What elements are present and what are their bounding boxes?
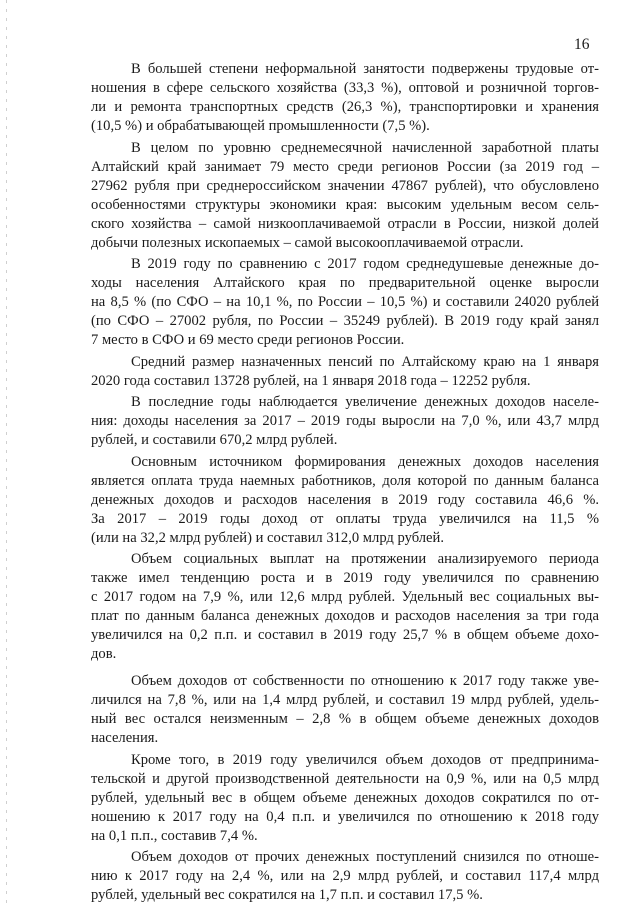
- text-line: на 0,1 п.п., составив 7,4 %.: [91, 827, 258, 844]
- text-line: ношению к 2017 году на 0,4 п.п. и увеличился по отношению к 2018 году: [91, 808, 599, 825]
- text-line: Алтайский край занимает 79 место среди регионов России (за 2019 год –: [91, 158, 599, 175]
- text-line: ходы населения Алтайского края по предварительной оценке выросли: [91, 275, 599, 291]
- text-line: (или на 32,2 млрд рублей) и составил 312,0 млрд рублей.: [91, 529, 444, 546]
- text-line: рублей, и составили 670,2 млрд рублей.: [91, 432, 338, 448]
- text-line: дов.: [91, 646, 117, 662]
- text-line: рублей, удельный вес в общем объеме денежных доходов сократился по от-: [91, 789, 599, 806]
- text-line: денежных доходов и расходов населения в 2019 году составила 46,6 %.: [91, 491, 599, 508]
- text-line: За 2017 – 2019 годы доход от оплаты труда увеличился на 11,5 %: [91, 510, 599, 527]
- text-line: с 2017 годом на 7,9 %, или 12,6 млрд рублей. Удельный вес социальных вы-: [91, 589, 599, 605]
- text-line: увеличился на 0,2 п.п. и составил в 2019 году 25,7 % в общем объеме дохо-: [91, 627, 599, 643]
- paragraph: [91, 751, 599, 846]
- text-line: добычи полезных ископаемых – самой высокооплачиваемой отрасли.: [91, 234, 524, 251]
- text-line: В большей степени неформальной занятости подвержены трудовые от-: [131, 61, 599, 77]
- text-line: ния: доходы населения за 2017 – 2019 годы выросли на 7,0 %, или 43,7 млрд: [91, 413, 599, 429]
- text-line: ского хозяйства – самой низкооплачиваемой отрасли в России, низкой долей: [91, 215, 599, 232]
- text-line: Объем доходов от прочих денежных поступлений снизился по отноше-: [131, 849, 599, 865]
- paragraph: [91, 550, 599, 664]
- paragraph: [91, 393, 599, 450]
- text-line: Средний размер назначенных пенсий по Алтайскому краю на 1 января: [131, 353, 599, 370]
- scan-edge-artifact: [6, 0, 7, 905]
- paragraph: [91, 60, 599, 136]
- paragraph: [91, 353, 599, 391]
- text-line: ный вес остался неизменным – 2,8 % в общем объеме денежных доходов: [91, 711, 599, 727]
- text-line: плат по данным баланса денежных доходов и расходов населения за три года: [91, 608, 599, 624]
- text-line: является оплата труда наемных работников, доля которой по данным баланса: [91, 472, 599, 489]
- paragraph: [91, 453, 599, 548]
- text-line: В 2019 году по сравнению с 2017 годом среднедушевые денежные до-: [131, 256, 599, 272]
- paragraph: [91, 255, 599, 350]
- paragraph: [91, 672, 599, 748]
- document-body: [91, 60, 599, 908]
- text-line: нию к 2017 году на 2,4 %, или на 2,9 млрд рублей, и составил 117,4 млрд: [91, 868, 599, 884]
- text-line: 2020 года составил 13728 рублей, на 1 января 2018 года – 12252 рубля.: [91, 372, 531, 389]
- text-line: (10,5 %) и обрабатывающей промышленности (7,5 %).: [91, 118, 430, 134]
- text-line: ношения в сфере сельского хозяйства (33,3 %), оптовой и розничной торгов-: [91, 80, 599, 96]
- text-line: также имел тенденцию роста и в 2019 году увеличился по сравнению: [91, 570, 599, 586]
- text-line: 27962 рубля при среднероссийском значении 47867 рублей), что обусловлено: [91, 177, 599, 194]
- text-line: В последние годы наблюдается увеличение денежных доходов населе-: [131, 394, 599, 410]
- text-line: В целом по уровню среднемесячной начисленной заработной платы: [131, 139, 599, 156]
- text-line: рублей, удельный вес сократился на 1,7 п.п. и составил 17,5 %.: [91, 887, 483, 903]
- paragraph: [91, 848, 599, 905]
- text-line: населения.: [91, 730, 159, 746]
- text-line: ли и ремонта транспортных средств (26,3 %), транспортировки и хранения: [91, 99, 599, 115]
- text-line: Объем доходов от собственности по отношению к 2017 году также уве-: [131, 673, 599, 689]
- text-line: особенностями структуры экономики края: высоким удельным весом сель-: [91, 196, 599, 213]
- text-line: тельской и другой производственной деятельности на 0,9 %, или на 0,5 млрд: [91, 770, 599, 787]
- page-number: 16: [574, 36, 590, 53]
- text-line: 7 место в СФО и 69 место среди регионов России.: [91, 332, 405, 348]
- text-line: (по СФО – 27002 рубля, по России – 35249 рублей). В 2019 году край занял: [91, 313, 599, 329]
- text-line: Объем социальных выплат на протяжении анализируемого периода: [131, 551, 599, 567]
- text-line: Кроме того, в 2019 году увеличился объем доходов от предпринима-: [131, 751, 599, 768]
- text-line: на 8,5 % (по СФО – на 10,1 %, по России – 10,5 %) и составили 24020 рублей: [91, 294, 599, 310]
- text-line: Основным источником формирования денежных доходов населения: [131, 453, 599, 470]
- paragraph: [91, 139, 599, 253]
- text-line: личился на 7,8 %, или на 1,4 млрд рублей, и составил 19 млрд рублей, удель-: [91, 692, 599, 708]
